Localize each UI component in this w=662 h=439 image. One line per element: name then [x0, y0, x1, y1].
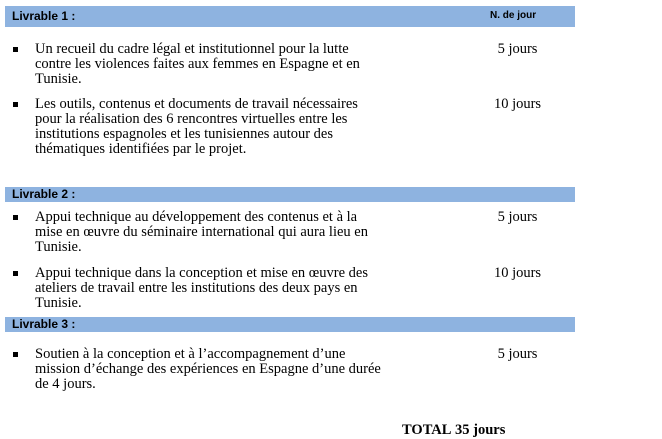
item-days: 5 jours — [497, 41, 538, 57]
item-days: 10 jours — [493, 96, 542, 112]
item-text — [35, 210, 455, 255]
text-line: Tunisie. — [35, 295, 82, 311]
column-header-days: N. de jour — [490, 10, 537, 21]
deliverable-item — [13, 210, 575, 258]
square-bullet-icon — [13, 352, 18, 357]
square-bullet-icon — [13, 47, 18, 52]
total-row — [402, 422, 506, 439]
total-value: 35 jours — [455, 422, 506, 438]
item-text — [35, 347, 455, 392]
deliverable-item — [13, 347, 575, 395]
text-line: pour la réalisation des 6 rencontres virtuelles entre les — [35, 111, 348, 127]
text-line: ateliers de travail entre les institutions des deux pays en — [35, 280, 358, 296]
item-days: 10 jours — [493, 265, 542, 281]
deliverable-item — [13, 42, 575, 90]
text-line: Appui technique dans la conception et mise en œuvre des — [35, 265, 368, 281]
item-text — [35, 42, 455, 87]
deliverable-item — [13, 266, 575, 314]
total-label: TOTAL — [402, 422, 452, 438]
section-label: Livrable 1 : — [12, 9, 76, 23]
text-line: de 4 jours. — [35, 376, 96, 392]
item-text — [35, 97, 455, 157]
deliverable-item — [13, 97, 575, 161]
text-line: mission d’échange des expériences en Espagne d’une durée — [35, 361, 381, 377]
text-line: contre les violences faites aux femmes en Espagne et en — [35, 56, 360, 72]
section-label: Livrable 2 : — [12, 187, 76, 201]
section-label: Livrable 3 : — [12, 317, 76, 331]
item-text — [35, 266, 455, 311]
square-bullet-icon — [13, 271, 18, 276]
text-line: Appui technique au développement des contenus et à la — [35, 209, 358, 225]
text-line: Tunisie. — [35, 239, 82, 255]
square-bullet-icon — [13, 215, 18, 220]
text-line: thématiques identifiées par le projet. — [35, 141, 247, 157]
section-header-livrable-3 — [5, 317, 575, 332]
item-days: 5 jours — [497, 346, 538, 362]
item-days: 5 jours — [497, 209, 538, 225]
square-bullet-icon — [13, 102, 18, 107]
section-header-livrable-1 — [5, 6, 575, 27]
text-line: mise en œuvre du séminaire international qui aura lieu en — [35, 224, 368, 240]
text-line: Soutien à la conception et à l’accompagnement d’une — [35, 346, 346, 362]
text-line: Tunisie. — [35, 71, 82, 87]
section-header-livrable-2 — [5, 187, 575, 202]
text-line: Les outils, contenus et documents de travail nécessaires — [35, 96, 358, 112]
text-line: Un recueil du cadre légal et institutionnel pour la lutte — [35, 41, 349, 57]
text-line: institutions espagnoles et les tunisiennes autour des — [35, 126, 334, 142]
